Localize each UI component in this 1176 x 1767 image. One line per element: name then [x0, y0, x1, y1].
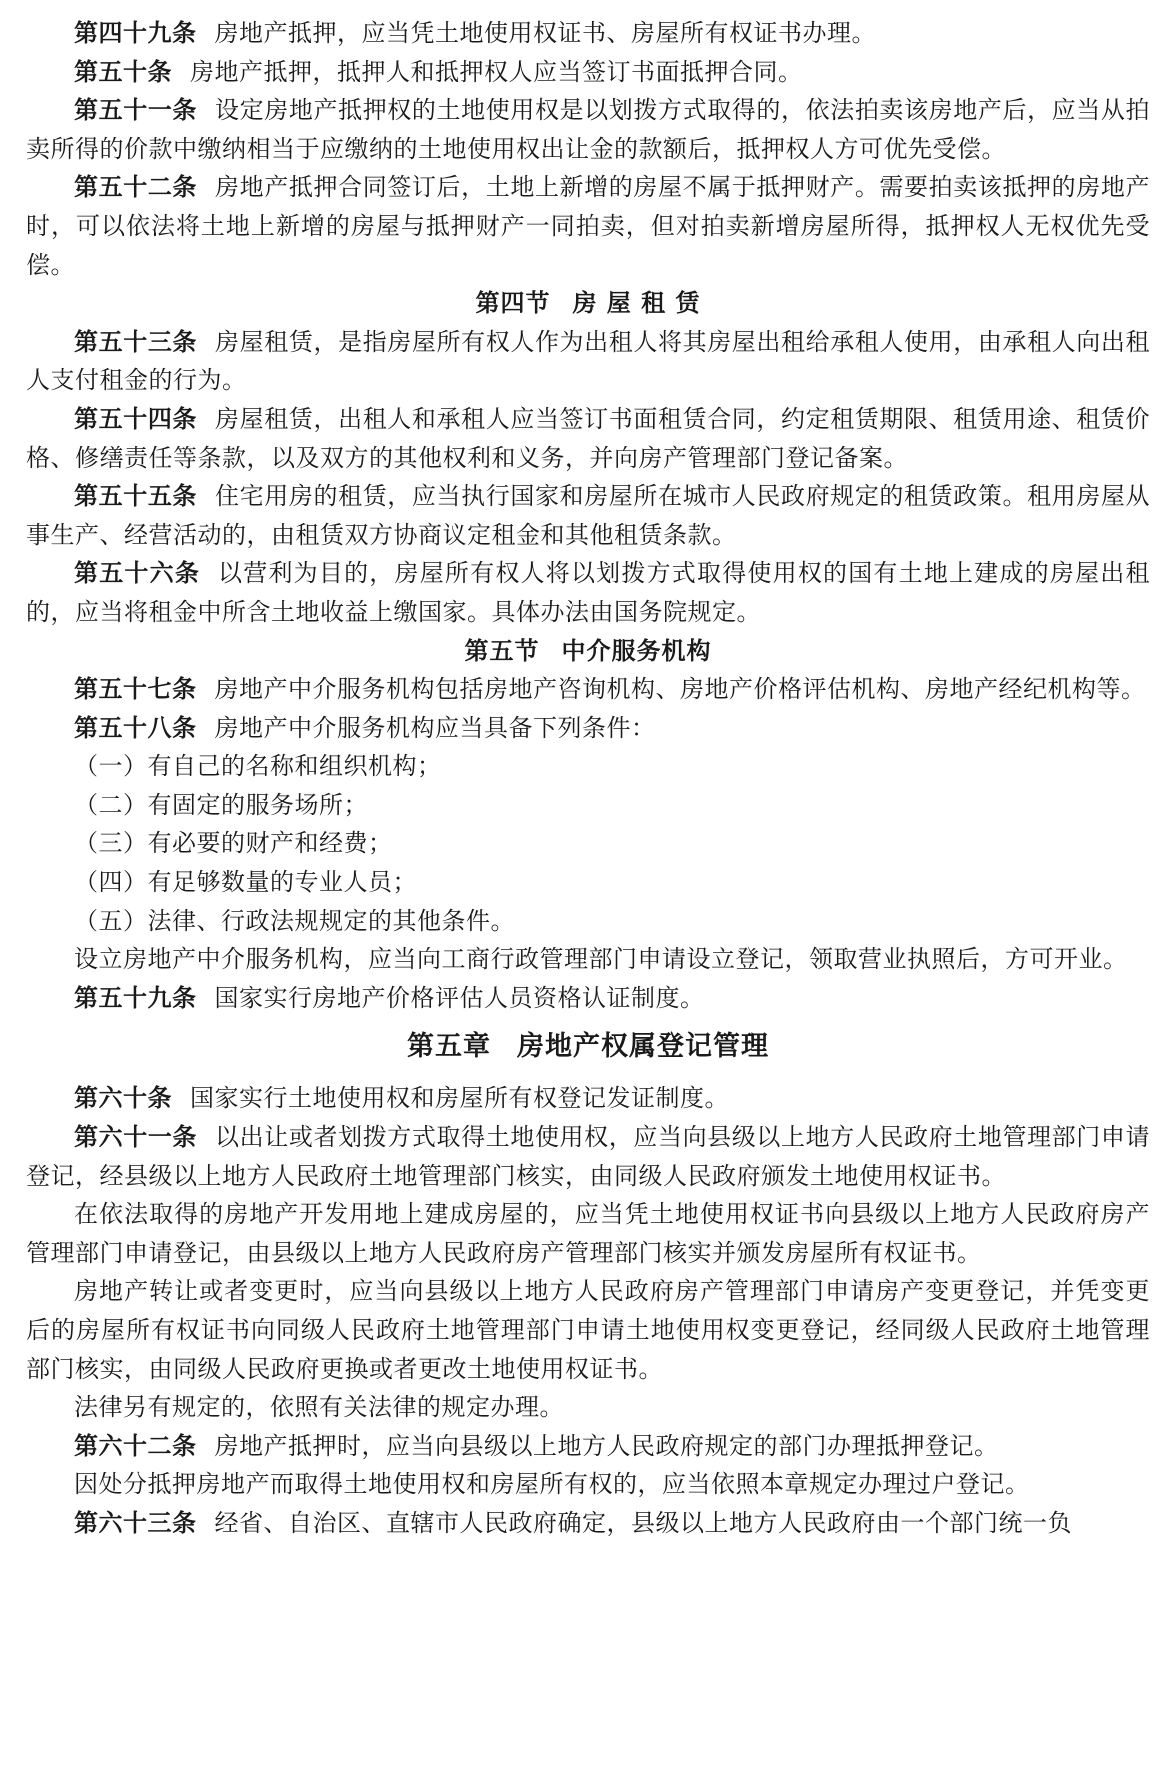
list-item: （四）有足够数量的专业人员； [74, 868, 417, 897]
article-number: 第六十三条 [74, 1508, 197, 1537]
article-text: 以出让或者划拨方式取得土地使用权，应当向县级以上地方人民政府土地管理部门申请登记，经县级以上地方人民政府土地管理部门核实，由同级人民政府颁发土地使用权证书。 [26, 1123, 1151, 1190]
article-text: 国家实行房地产价格评估人员资格认证制度。 [214, 983, 705, 1012]
article-49 [26, 14, 1150, 53]
article-number: 第六十二条 [74, 1431, 197, 1460]
article-text: 房地产抵押，抵押人和抵押权人应当签订书面抵押合同。 [190, 57, 803, 86]
body-paragraph: 设立房地产中介服务机构，应当向工商行政管理部门申请设立登记，领取营业执照后，方可开业。 [74, 945, 1128, 974]
list-item: （一）有自己的名称和组织机构； [74, 752, 442, 781]
section-heading-5 [26, 632, 1150, 671]
article-number: 第五十二条 [74, 173, 198, 202]
article-text: 房地产抵押，应当凭土地使用权证书、房屋所有权证书办理。 [214, 19, 876, 47]
article-58 [26, 709, 1150, 748]
article-text: 房屋租赁，出租人和承租人应当签订书面租赁合同，约定租赁期限、租赁用途、租赁价格、修缮责任等条款，以及双方的其他权利和义务，并向房产管理部门登记备案。 [26, 404, 1151, 472]
article-number: 第五十五条 [74, 482, 198, 511]
article-text: 房地产中介服务机构包括房地产咨询机构、房地产价格评估机构、房地产经纪机构等。 [214, 675, 1146, 704]
article-text: 国家实行土地使用权和房屋所有权登记发证制度。 [190, 1084, 729, 1113]
list-item: （三）有必要的财产和经费； [74, 829, 393, 858]
section-number: 第四节 [475, 289, 551, 318]
article-number: 第五十九条 [74, 983, 197, 1012]
article-number: 第六十一条 [74, 1123, 198, 1152]
article-50 [26, 53, 1150, 92]
article-text: 房屋租赁，是指房屋所有权人作为出租人将其房屋出租给承租人使用，由承租人向出租人支付租金的行为。 [26, 327, 1151, 395]
chapter-title: 房地产权属登记管理 [517, 1031, 769, 1063]
article-62 [26, 1427, 1150, 1466]
article-60 [26, 1079, 1150, 1118]
article-56 [26, 554, 1150, 631]
article-number: 第五十条 [74, 57, 172, 86]
article-number: 第六十条 [74, 1084, 172, 1113]
chapter-heading [26, 1027, 1150, 1067]
article-text: 设定房地产抵押权的土地使用权是以划拨方式取得的，依法拍卖该房地产后，应当从拍卖所得的价款中缴纳相当于应缴纳的土地使用权出让金的款额后，抵押权人方可优先受偿。 [26, 96, 1151, 163]
article-text: 房地产抵押时，应当向县级以上地方人民政府规定的部门办理抵押登记。 [214, 1431, 999, 1460]
article-52 [26, 168, 1150, 284]
article-55 [26, 477, 1150, 554]
article-text: 房地产抵押合同签订后，土地上新增的房屋不属于抵押财产。需要拍卖该抵押的房地产时，可以依法将土地上新增的房屋与抵押财产一同拍卖，但对拍卖新增房屋所得，抵押权人无权优先受偿。 [26, 173, 1151, 279]
article-51 [26, 91, 1150, 168]
article-63 [26, 1504, 1150, 1543]
body-paragraph: 房地产转让或者变更时，应当向县级以上地方人民政府房产管理部门申请房产变更登记，并凭变更后的房屋所有权证书向同级人民政府土地管理部门申请土地使用权变更登记，经同级人民政府土地管理部门核实，由同级人民政府更换或者更改土地使用权证书。 [26, 1277, 1150, 1383]
article-text: 经省、自治区、直辖市人民政府确定，县级以上地方人民政府由一个部门统一负 [214, 1508, 1072, 1537]
section-number: 第五节 [464, 636, 540, 665]
article-number: 第四十九条 [74, 19, 197, 47]
article-number: 第五十一条 [74, 96, 198, 125]
article-text: 住宅用房的租赁，应当执行国家和房屋所在城市人民政府规定的租赁政策。租用房屋从事生产、经营活动的，由租赁双方协商议定租金和其他租赁条款。 [26, 482, 1151, 549]
chapter-number: 第五章 [407, 1031, 491, 1063]
article-number: 第五十四条 [74, 404, 198, 433]
section-title: 房 屋 租 赁 [572, 289, 701, 318]
article-number: 第五十六条 [74, 559, 201, 588]
article-text: 以营利为目的，房屋所有权人将以划拨方式取得使用权的国有土地上建成的房屋出租的，应当将租金中所含土地收益上缴国家。具体办法由国务院规定。 [26, 559, 1151, 626]
section-title: 中介服务机构 [561, 636, 712, 665]
article-number: 第五十三条 [74, 327, 198, 356]
body-paragraph: 在依法取得的房地产开发用地上建成房屋的，应当凭土地使用权证书向县级以上地方人民政府房产管理部门申请登记，由县级以上地方人民政府房产管理部门核实并颁发房屋所有权证书。 [26, 1200, 1150, 1267]
article-57 [26, 670, 1150, 709]
article-54 [26, 400, 1150, 477]
body-paragraph: 因处分抵押房地产而取得土地使用权和房屋所有权的，应当依照本章规定办理过户登记。 [74, 1470, 1030, 1499]
article-61 [26, 1118, 1150, 1195]
list-item: （五）法律、行政法规规定的其他条件。 [74, 906, 515, 935]
list-item: （二）有固定的服务场所； [74, 790, 368, 819]
article-text: 房地产中介服务机构应当具备下列条件： [214, 713, 656, 742]
article-59 [26, 979, 1150, 1018]
article-number: 第五十七条 [74, 675, 197, 704]
article-53 [26, 323, 1150, 400]
section-heading-4 [26, 284, 1150, 323]
body-paragraph: 法律另有规定的，依照有关法律的规定办理。 [74, 1393, 564, 1422]
article-number: 第五十八条 [74, 713, 197, 742]
